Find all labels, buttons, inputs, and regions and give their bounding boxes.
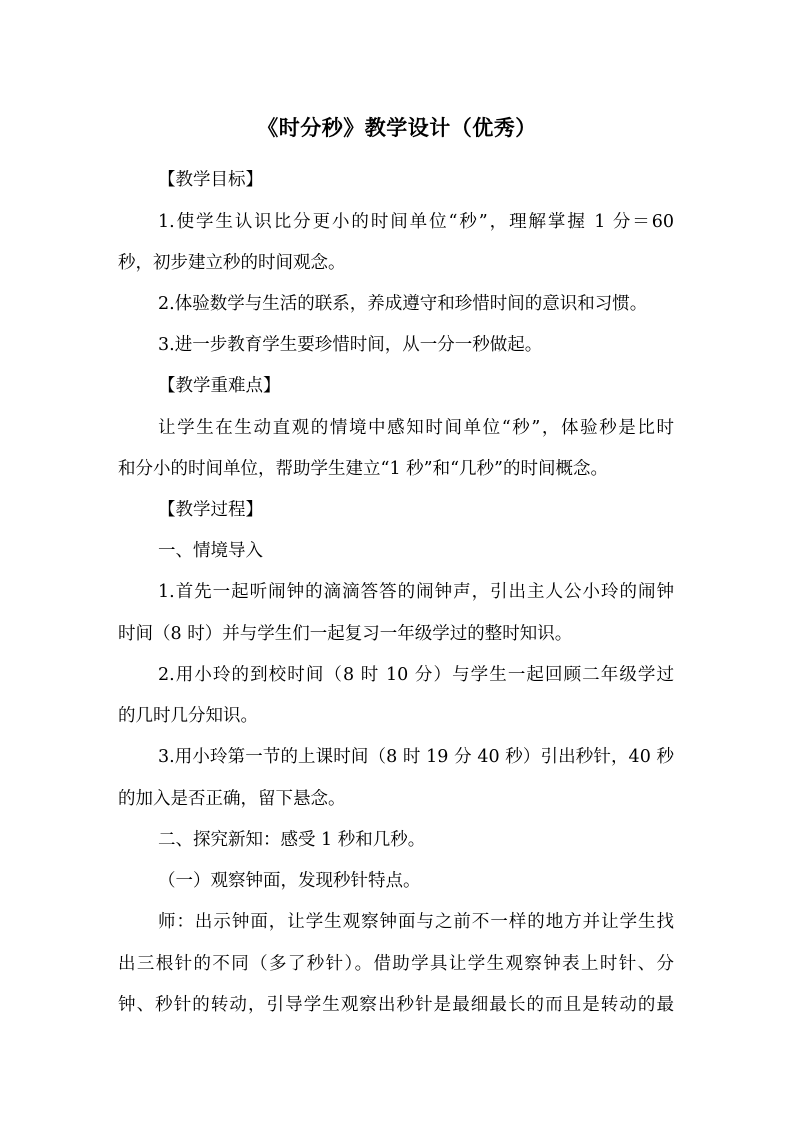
paragraph-line: 时间（8 时）并与学生们一起复习一年级学过的整时知识。 <box>118 624 573 644</box>
section-heading-key-points: 【教学重难点】 <box>158 376 281 396</box>
subsection-heading: （一）观察钟面，发现秒针特点。 <box>158 871 421 891</box>
paragraph-line: 3.用小玲第一节的上课时间（8 时 19 分 40 秒）引出秒针，40 秒 <box>158 747 674 767</box>
paragraph-line: 2.体验数学与生活的联系，养成遵守和珍惜时间的意识和习惯。 <box>158 294 648 314</box>
subsection-heading: 一、情境导入 <box>158 541 263 561</box>
section-heading-objectives: 【教学目标】 <box>158 170 263 190</box>
paragraph-line: 3.进一步教育学生要珍惜时间，从一分一秒做起。 <box>158 335 543 355</box>
paragraph-line: 的加入是否正确，留下悬念。 <box>118 789 346 809</box>
section-heading-process: 【教学过程】 <box>158 500 263 520</box>
paragraph-line: 秒，初步建立秒的时间观念。 <box>118 253 346 273</box>
paragraph-line: 1.首先一起听闹钟的滴滴答答的闹钟声，引出主人公小玲的闹钟 <box>158 582 674 602</box>
paragraph-line: 2.用小玲的到校时间（8 时 10 分）与学生一起回顾二年级学过 <box>158 665 674 685</box>
paragraph-line: 钟、秒针的转动，引导学生观察出秒针是最细最长的而且是转动的最 <box>118 995 674 1015</box>
paragraph-line: 出三根针的不同（多了秒针）。借助学具让学生观察钟表上时针、分 <box>118 954 674 974</box>
paragraph-line: 师：出示钟面，让学生观察钟面与之前不一样的地方并让学生找 <box>158 912 674 932</box>
paragraph-line: 让学生在生动直观的情境中感知时间单位“秒”，体验秒是比时 <box>158 418 674 438</box>
document-title: 《时分秒》教学设计（优秀） <box>257 116 537 140</box>
paragraph-line: 1.使学生认识比分更小的时间单位“秒”，理解掌握 1 分＝60 <box>158 212 674 232</box>
subsection-heading: 二、探究新知：感受 1 秒和几秒。 <box>158 830 426 850</box>
paragraph-line: 和分小的时间单位，帮助学生建立“1 秒”和“几秒”的时间概念。 <box>118 459 608 479</box>
paragraph-line: 的几时几分知识。 <box>118 706 258 726</box>
